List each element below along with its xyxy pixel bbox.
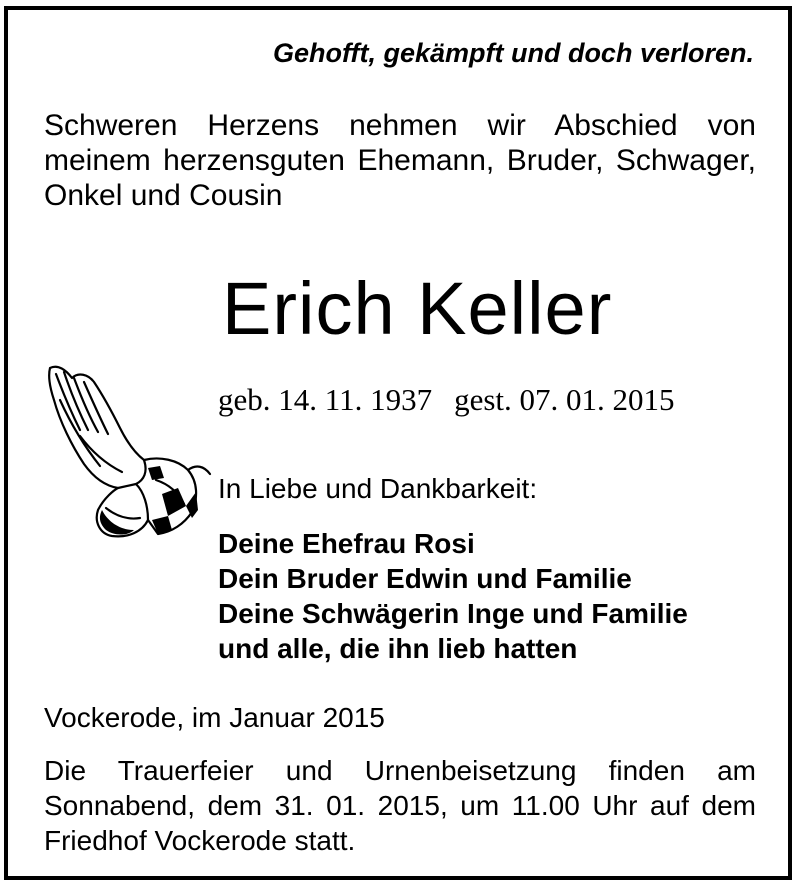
motto: Gehofft, gekämpft und doch verloren. — [272, 38, 754, 68]
birth-date: geb. 14. 11. 1937 — [218, 382, 433, 417]
life-dates — [218, 382, 675, 418]
mourner-item: Deine Ehefrau Rosi — [218, 528, 475, 559]
place-date: Vockerode, im Januar 2015 — [44, 702, 385, 733]
mourner-item: Dein Bruder Edwin und Familie — [218, 563, 632, 594]
mourner-item: Deine Schwägerin Inge und Familie — [218, 598, 688, 629]
ceremony-info: Die Trauerfeier und Urnenbeisetzung finden am Sonnabend, dem 31. 01. 2015, um 11.00 Uhr auf dem Friedhof Vockerode statt. — [44, 755, 756, 856]
thanks-line: In Liebe und Dankbarkeit: — [218, 473, 538, 504]
mourners-list — [218, 526, 688, 666]
praying-hands-icon — [36, 360, 214, 544]
death-date: gest. 07. 01. 2015 — [454, 382, 675, 417]
mourner-item: und alle, die ihn lieb hatten — [218, 633, 578, 664]
deceased-name: Erich Keller — [222, 267, 613, 350]
intro-text: Schweren Herzens nehmen wir Abschied von meinem herzensguten Ehemann, Bruder, Schwager, Onkel und Cousin — [44, 109, 756, 212]
